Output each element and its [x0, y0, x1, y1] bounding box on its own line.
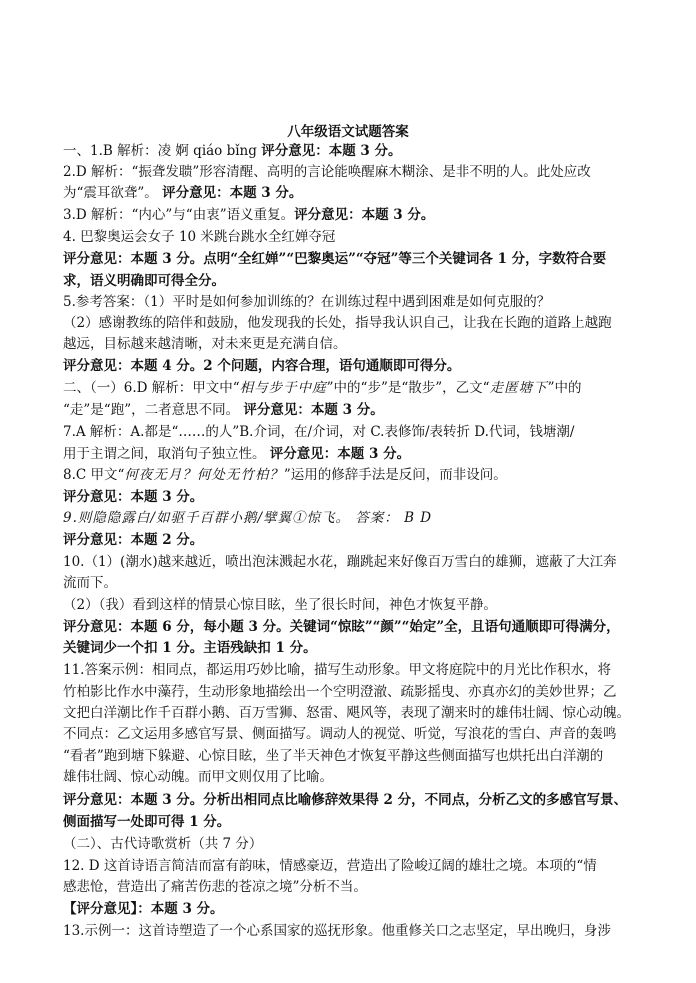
scoring-note: 侧面描写一处即可得 1 分。 [63, 814, 231, 830]
scoring-note: 评分意见：本题 3 分。 [63, 489, 204, 505]
text-line [63, 767, 643, 787]
text-segment: 走匿塘下 [489, 380, 548, 396]
text-line [63, 141, 643, 161]
text-segment: 感悲怆，营造出了痛苦伤悲的苍凉之境”分析不当。 [63, 879, 367, 895]
text-line [63, 638, 643, 658]
text-segment: 则隐隐露白/如驱千百群小鹅/擘翼①惊飞。 答案： B D [77, 510, 433, 526]
text-line [63, 292, 643, 312]
text-line [63, 834, 643, 854]
text-segment: 竹柏影比作水中藻荇，生动形象地描绘出一个空明澄澈、疏影摇曳、亦真亦幻的美妙世界；乙 [63, 684, 617, 700]
text-segment: 9. [63, 510, 78, 526]
scoring-note: 评分意见：本题 3 分。点明“全红婵”“巴黎奥运”“夺冠”等三个关键词各 1 分，字数符合要 [63, 251, 607, 267]
text-segment: “看者”跑到塘下躲避、心惊目眩，坐了半天神色才恢复平静这些侧面描写也烘托出白洋潮的 [63, 748, 604, 764]
text-line [63, 356, 643, 376]
text-segment: 流而下。 [63, 575, 117, 591]
text-segment: 13.示例一：这首诗塑造了一个心系国家的巡抚形象。他重修关口之志坚定，早出晚归，身涉 [63, 923, 611, 939]
text-segment: （2）（我）看到这样的情景心惊目眩，坐了很长时间，神色才恢复平静。 [63, 597, 497, 613]
text-segment: 8.C 甲文“ [63, 467, 125, 483]
scoring-note: 评分意见：本题 3 分。 [162, 185, 303, 201]
text-line [63, 530, 643, 550]
text-line [63, 249, 643, 269]
text-segment: （2）感谢教练的陪伴和鼓励，他发现我的长处，指导我认识自己，让我在长跑的道路上越跑 [63, 315, 612, 331]
text-line [63, 552, 643, 572]
text-line [63, 378, 643, 398]
document-title: 八年级语文试题答案 [287, 124, 409, 140]
text-line [63, 703, 643, 723]
text-segment: 用于主谓之间，取消句子独立性。 [63, 446, 270, 462]
text-line [63, 595, 643, 615]
text-segment: 11.答案示例：相同点，都运用巧妙比喻，描写生动形象。甲文将庭院中的月光比作积水，将 [63, 662, 611, 678]
text-line [63, 856, 643, 876]
text-segment: 5.参考答案：（1）平时是如何参加训练的？在训练过程中遇到困难是如何克服的？ [63, 294, 551, 310]
text-line [63, 724, 643, 744]
text-line [63, 746, 643, 766]
text-line [63, 790, 643, 810]
text-segment: 为“震耳欲聋”。 [63, 185, 163, 201]
text-line [63, 313, 643, 333]
text-segment: 二、（一）6.D 解析：甲文中“ [63, 380, 240, 396]
text-segment: 相与步于中庭 [239, 380, 327, 396]
text-segment: 3.D 解析：“内心”与“由衷”语义重复。 [63, 207, 295, 223]
text-segment: 何夜无月？何处无竹柏？ [124, 467, 284, 483]
text-line [63, 508, 643, 528]
text-segment: ”中的“步”是“散步”，乙文“ [326, 380, 490, 396]
text-segment: 越远，目标越来越清晰，对未来更是充满自信。 [63, 336, 347, 352]
scoring-note: 关键词少一个扣 1 分。主语残缺扣 1 分。 [63, 640, 317, 656]
text-segment: 10.（1）(潮水)越来越近，喷出泡沫溅起水花，蹦跳起来好像百万雪白的雄狮，遮蔽了大江奔 [63, 554, 617, 570]
scoring-note: 评分意见：本题 3 分。 [269, 446, 411, 462]
text-line [63, 271, 643, 291]
text-segment: 7.A 解析：A.都是“……的人”B.介词，在/介词，对 C.表修饰/表转折 D.代词，钱塘潮/ [63, 424, 575, 440]
text-line [63, 573, 643, 593]
text-segment: “走”是“跑”，二者意思不同。 [63, 402, 244, 418]
text-line [63, 162, 643, 182]
text-line [63, 921, 643, 941]
text-line [63, 487, 643, 507]
text-line [63, 465, 643, 485]
text-segment: 12. D 这首诗语言简洁而富有韵味，情感豪迈，营造出了险峻辽阔的雄壮之境。本项的“情 [63, 858, 597, 874]
scoring-note: 【评分意见】：本题 3 分。 [63, 901, 224, 917]
text-segment: ”中的 [547, 380, 582, 396]
text-line [63, 183, 643, 203]
scoring-note: 评分意见：本题 3 分。分析出相同点比喻修辞效果得 2 分，不同点，分析乙文的多感官写景、 [63, 792, 628, 808]
text-line [63, 899, 643, 919]
text-segment: 2.D 解析：“振聋发聩”形容清醒、高明的言论能唤醒麻木糊涂、是非不明的人。此处应改 [63, 164, 591, 180]
text-line [63, 444, 643, 464]
text-line [63, 682, 643, 702]
text-line [63, 400, 643, 420]
scoring-note: 求，语义明确即可得全分。 [63, 273, 225, 289]
scoring-note: 评分意见：本题 3 分。 [243, 402, 384, 418]
scoring-note: 评分意见：本题 4 分。2 个问题，内容合理，语句通顺即可得分。 [63, 358, 461, 374]
text-segment: 不同点：乙文运用多感官写景、侧面描写。调动人的视觉、听觉，写浪花的雪白、声音的轰鸣 [63, 726, 617, 742]
text-segment: 4. 巴黎奥运会女子 10 米跳台跳水全红婵夺冠 [63, 229, 336, 245]
text-line [63, 617, 643, 637]
text-segment: ”运用的修辞手法是反问，而非设问。 [283, 467, 507, 483]
text-line [63, 877, 643, 897]
text-line [63, 660, 643, 680]
scoring-note: 评分意见：本题 2 分。 [63, 532, 204, 548]
text-line [63, 812, 643, 832]
text-segment: （二）、古代诗歌赏析（共 7 分） [63, 836, 263, 852]
text-line [63, 205, 643, 225]
text-line [63, 227, 643, 247]
scoring-note: 评分意见：本题 6 分，每小题 3 分。关键词“惊眩”“颜”“始定”全，且语句通顺即可得满分， [63, 619, 620, 635]
text-segment: 雄伟壮阔、惊心动魄。而甲文则仅用了比喻。 [63, 769, 333, 785]
text-segment: 文把白洋潮比作千百群小鹅、百万雪狮、怒雷、飓风等，表现了潮来时的雄伟壮阔、惊心动魄。 [63, 705, 630, 721]
text-line [63, 334, 643, 354]
scoring-note: 评分意见：本题 3 分。 [261, 143, 402, 159]
scoring-note: 评分意见：本题 3 分。 [294, 207, 435, 223]
text-line [63, 422, 643, 442]
text-segment: 一、1.B 解析：凌 婀 qiáo bǐng [63, 143, 262, 159]
